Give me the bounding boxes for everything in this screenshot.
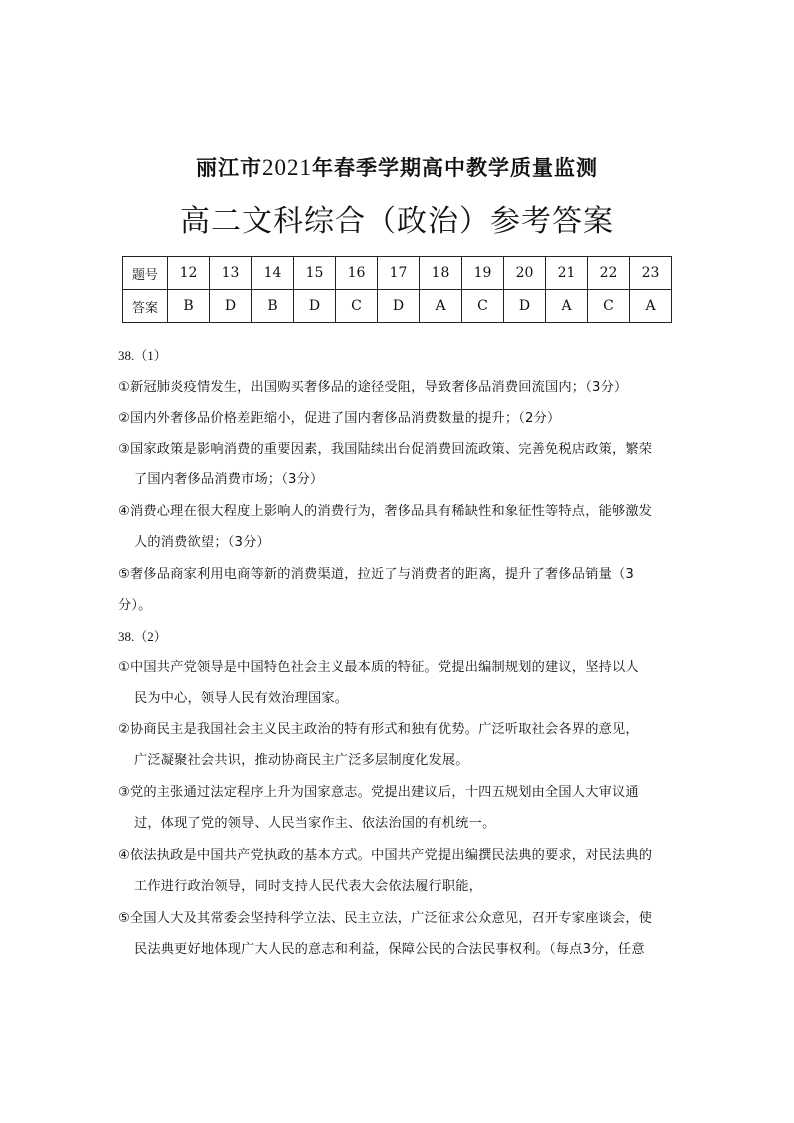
title-prefix: 丽江市 [196, 156, 262, 180]
question-number: 16 [336, 257, 378, 290]
answer-cell: D [210, 290, 252, 323]
answer-point: ④消费心理在很大程度上影响人的消费行为，奢侈品具有稀缺性和象征性等特点，能够激发 [118, 504, 653, 519]
question-number: 21 [546, 257, 588, 290]
exam-title [0, 152, 794, 182]
answer-point-continuation: 了国内奢侈品消费市场；（3分） [134, 472, 324, 487]
section-heading-38-2: 38.（2） [118, 629, 167, 644]
answer-point-continuation: 过，体现了党的领导、人民当家作主、依法治国的有机统一。 [134, 816, 496, 831]
answer-cell: A [420, 290, 462, 323]
question-number: 20 [504, 257, 546, 290]
question-number: 12 [168, 257, 210, 290]
answer-point-continuation: 民法典更好地体现广大人民的意志和利益，保障公民的合法民事权利。（每点3分，任意 [134, 942, 645, 957]
question-number: 19 [462, 257, 504, 290]
question-number: 15 [294, 257, 336, 290]
answer-point-continuation: 广泛凝聚社会共识，推动协商民主广泛多层制度化发展。 [134, 753, 469, 768]
answer-point: ③党的主张通过法定程序上升为国家意志。党提出建议后，十四五规划由全国人大审议通 [118, 785, 639, 800]
answer-cell: B [252, 290, 294, 323]
answer-point: ①新冠肺炎疫情发生，出国购买奢侈品的途径受阻，导致奢侈品消费回流国内；（3分） [118, 380, 628, 395]
answer-table [122, 256, 672, 323]
answer-point: ④依法执政是中国共产党执政的基本方式。中国共产党提出编撰民法典的要求，对民法典的 [118, 848, 653, 863]
answer-cell: C [462, 290, 504, 323]
question-number: 22 [588, 257, 630, 290]
answer-cell: D [294, 290, 336, 323]
answer-cell: C [588, 290, 630, 323]
answer-cell: D [504, 290, 546, 323]
question-number-row [123, 257, 672, 290]
row-label-question: 题号 [123, 257, 168, 290]
question-number: 17 [378, 257, 420, 290]
answer-point: ⑤全国人大及其常委会坚持科学立法、民主立法，广泛征求公众意见，召开专家座谈会，使 [118, 911, 653, 926]
answer-point: ②协商民主是我国社会主义民主政治的特有形式和独有优势。广泛听取社会各界的意见， [118, 722, 639, 737]
answer-point-continuation: 民为中心，领导人民有效治理国家。 [134, 691, 349, 706]
section-heading-38-1: 38.（1） [118, 348, 167, 363]
title-suffix: 年春季学期高中教学质量监测 [312, 156, 598, 180]
row-label-answer: 答案 [123, 290, 168, 323]
answer-point: ②国内外奢侈品价格差距缩小，促进了国内奢侈品消费数量的提升；（2分） [118, 411, 561, 426]
answer-point-continuation: 分）。 [118, 598, 152, 613]
title-year: 2021 [262, 155, 312, 180]
answer-cell: D [378, 290, 420, 323]
answer-cell: A [630, 290, 672, 323]
answer-cell: C [336, 290, 378, 323]
answer-point-continuation: 工作进行政治领导，同时支持人民代表大会依法履行职能， [134, 879, 483, 894]
question-number: 23 [630, 257, 672, 290]
answer-point: ⑤奢侈品商家利用电商等新的消费渠道，拉近了与消费者的距离，提升了奢侈品销量（3 [118, 567, 634, 582]
question-number: 18 [420, 257, 462, 290]
answer-cell: A [546, 290, 588, 323]
answer-cell: B [168, 290, 210, 323]
answer-point: ③国家政策是影响消费的重要因素，我国陆续出台促消费回流政策、完善免税店政策，繁荣 [118, 442, 653, 457]
question-number: 13 [210, 257, 252, 290]
answer-point: ①中国共产党领导是中国特色社会主义最本质的特征。党提出编制规划的建议，坚持以人 [118, 660, 639, 675]
question-number: 14 [252, 257, 294, 290]
document-subtitle: 高二文科综合（政治）参考答案 [180, 204, 614, 239]
answer-point-continuation: 人的消费欲望；（3分） [134, 535, 270, 550]
answer-row [123, 290, 672, 323]
